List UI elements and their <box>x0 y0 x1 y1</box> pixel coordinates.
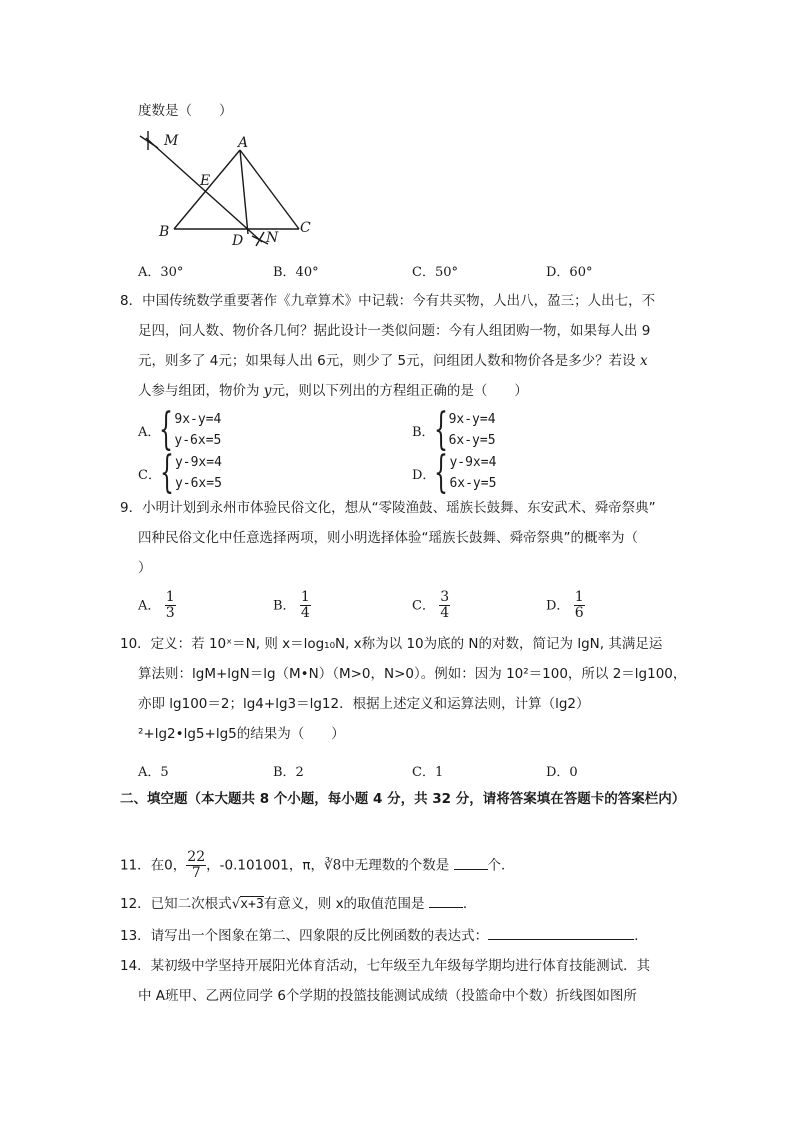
q9-option-d[interactable]: D． $\frac{1}{6}$ <box>546 589 584 621</box>
q8-option-b[interactable]: B． { 9x-y=4 6x-y=5 <box>412 404 496 455</box>
q12-answer-blank[interactable] <box>429 893 463 908</box>
label-n: N <box>266 230 279 246</box>
q9-option-b[interactable]: B． $\frac{1}{4}$ <box>273 589 310 621</box>
label-e: E <box>200 173 211 189</box>
q9-line-3: ） <box>138 560 152 576</box>
q9-option-a[interactable]: A． $\frac{1}{3}$ <box>138 589 175 621</box>
q10-line-3: 亦即 lg100＝2；lg4+lg3＝lg12．根据上述定义和运算法则，计算（lg2） <box>138 696 590 712</box>
q8-option-a[interactable]: A． { 9x-y=4 y-6x=5 <box>138 404 222 455</box>
q14-line-1: 14．某初级中学坚持开展阳光体育活动，七年级至九年级每学期均进行体育技能测试．其 <box>120 958 651 974</box>
q8-option-c[interactable]: C． { y-9x=4 y-6x=5 <box>138 447 222 498</box>
label-c: C <box>300 220 311 236</box>
q7-option-a[interactable]: A．30° <box>138 265 184 280</box>
label-b: B <box>159 224 170 240</box>
q11-answer-blank[interactable] <box>454 855 488 870</box>
label-d: D <box>232 233 244 248</box>
q13-line: 13．请写出一个图象在第二、四象限的反比例函数的表达式： ． <box>120 925 648 946</box>
q9-line-1: 9．小明计划到永州市体验民俗文化，想从“零陵渔鼓、瑶族长鼓舞、东安武术、舜帝祭典” <box>120 500 656 516</box>
label-m: M <box>164 133 179 149</box>
label-a: A <box>238 135 249 151</box>
q10-option-c[interactable]: C．1 <box>412 765 444 780</box>
segment-ac <box>240 150 299 229</box>
q7-stem-tail: 度数是（ ） <box>138 103 233 119</box>
q8-line-2: 足四，问人数、物价各几何？据此设计一类似问题：今有人组团购一物，如果每人出 9 <box>138 323 651 339</box>
q13-answer-blank[interactable] <box>488 925 634 940</box>
triangle-figure <box>134 128 324 248</box>
q9-option-c[interactable]: C． $\frac{3}{4}$ <box>412 589 450 621</box>
q10-option-d[interactable]: D．0 <box>546 765 578 780</box>
q7-option-b[interactable]: B．40° <box>273 265 319 280</box>
q12-line: 12．已知二次根式√x+3有意义，则 x的取值范围是 ． <box>120 893 476 915</box>
q8-line-3: 元，则多了 4元；如果每人出 6元，则少了 5元，问组团人数和物价各是多少？若设 x <box>138 353 648 369</box>
q10-option-a[interactable]: A．5 <box>138 765 169 780</box>
q8-line-1: 8．中国传统数学重要著作《九章算术》中记载：今有共买物，人出八，盈三；人出七，不 <box>120 293 656 309</box>
q10-line-4: ²+lg2•lg5+lg5的结果为（ ） <box>138 726 345 742</box>
segment-ad <box>240 150 248 234</box>
q11-line: 11．在0， $\frac{22}{7}$ ，-0.101001，π，∛8中无理数的个数是 个． <box>120 849 515 881</box>
q8-option-d[interactable]: D． { y-9x=4 6x-y=5 <box>412 447 497 498</box>
q9-line-2: 四种民俗文化中任意选择两项，则小明选择体验“瑶族长鼓舞、舜帝祭典”的概率为（ <box>138 530 638 546</box>
q10-line-1: 10．定义：若 10ˣ＝N, 则 x＝log₁₀N, x称为以 10为底的 N的对数，简记为 lgN, 其满足运 <box>120 636 663 652</box>
q14-line-2: 中 A班甲、乙两位同学 6个学期的投篮技能测试成绩（投篮命中个数）折线图如图所 <box>138 988 637 1004</box>
q7-option-d[interactable]: D．60° <box>546 265 593 280</box>
q7-option-c[interactable]: C．50° <box>412 265 458 280</box>
section-2-heading: 二、填空题（本大题共 8 个小题，每小题 4 分，共 32 分，请将答案填在答题卡的答案栏内） <box>120 791 686 807</box>
segment-ab <box>174 150 240 229</box>
q10-line-2: 算法则：lgM+lgN＝lg（M•N）（M>0，N>0）。例如：因为 10²＝100，所以 2＝lg100， <box>138 666 687 682</box>
q8-line-4: 人参与组团，物价为 y元，则以下列出的方程组正确的是（ ） <box>138 383 528 399</box>
q10-option-b[interactable]: B．2 <box>273 765 304 780</box>
